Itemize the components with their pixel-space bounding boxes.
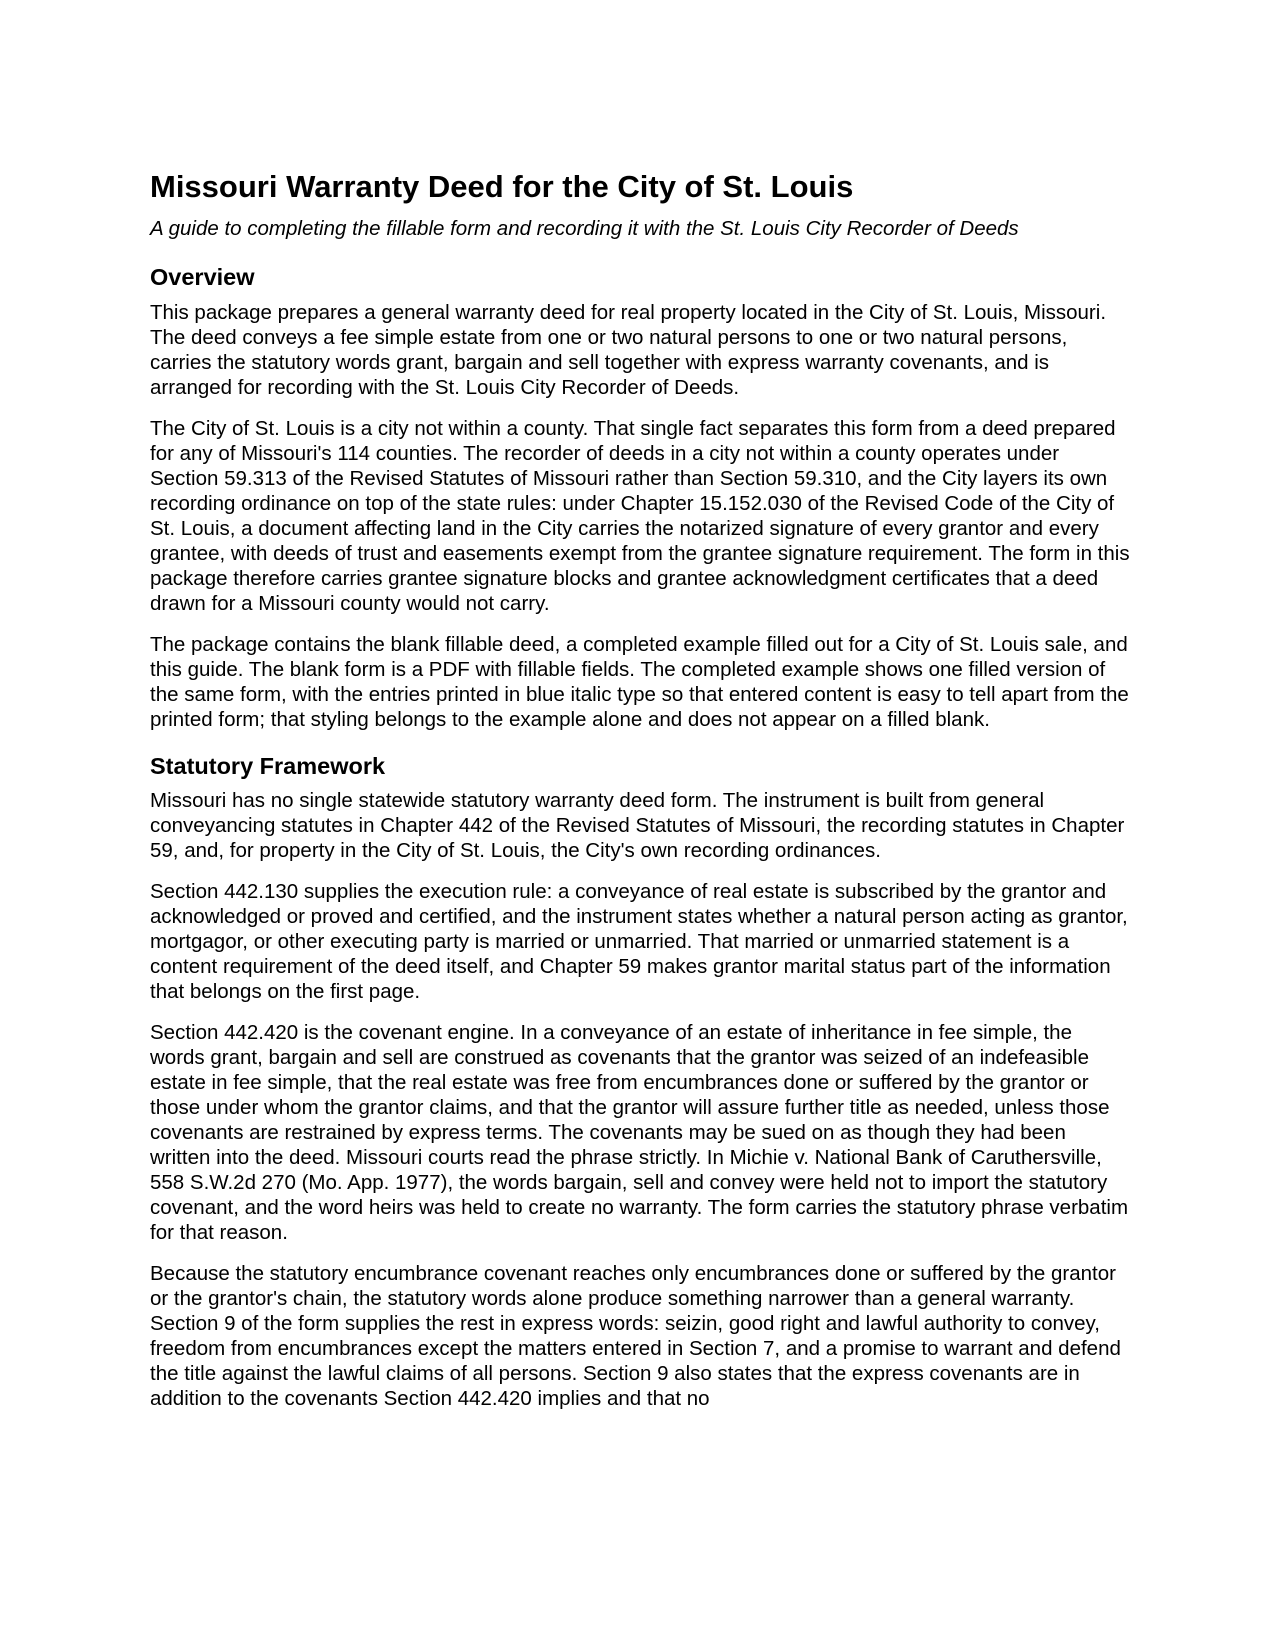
document-title: Missouri Warranty Deed for the City of St. Louis — [150, 169, 854, 204]
paragraph: The package contains the blank fillable deed, a completed example filled out for a City of St. Louis sale, and this guide. The blank form is a PDF with fillable fields. The completed example shows one filled version of the same form, with the entries printed in blue italic type so that entered content is easy to tell apart from the printed form; that styling belongs to the example alone and does not appear on a filled blank. — [150, 632, 1129, 731]
document-subtitle: A guide to completing the fillable form and recording it with the St. Louis City Recorder of Deeds — [150, 216, 1019, 240]
section-statutory-framework — [150, 752, 1130, 1411]
paragraph: Because the statutory encumbrance covenant reaches only encumbrances done or suffered by the grantor or the grantor's chain, the statutory words alone produce something narrower than a general warranty. Section 9 of the form supplies the rest in express words: seizin, good right and lawful authority to convey, freedom from encumbrances except the matters entered in Section 7, and a promise to warrant and defend the title against the lawful claims of all persons. Section 9 also states that the express covenants are in addition to the covenants Section 442.420 implies and that no — [150, 1262, 1121, 1411]
section-overview — [150, 263, 1130, 731]
paragraph: Section 442.130 supplies the execution rule: a conveyance of real estate is subscribed by the grantor and acknowledged or proved and certified, and the instrument states whether a natural person acting as grantor, mortgagor, or other executing party is married or unmarried. That married or unmarried statement is a content requirement of the deed itself, and Chapter 59 makes grantor marital status part of the information that belongs on the first page. — [150, 880, 1128, 1004]
paragraph: Missouri has no single statewide statutory warranty deed form. The instrument is built from general conveyancing statutes in Chapter 442 of the Revised Statutes of Missouri, the recording statutes in Chapter 59, and, for property in the City of St. Louis, the City's own recording ordinances. — [150, 789, 1125, 863]
section-heading: Statutory Framework — [150, 752, 386, 779]
section-heading: Overview — [150, 264, 255, 291]
paragraph: Section 442.420 is the covenant engine. In a conveyance of an estate of inheritance in fee simple, the words grant, bargain and sell are construed as covenants that the grantor was seized of an indefeasible estate in fee simple, that the real estate was free from encumbrances done or suffered by the grantor or those under whom the grantor claims, and that the grantor will assure further title as needed, unless those covenants are restrained by express terms. The covenants may be sued on as though they had been written into the deed. Missouri courts read the phrase strictly. In Michie v. National Bank of Caruthersville, 558 S.W.2d 270 (Mo. App. 1977), the words bargain, sell and convey were held not to import the statutory covenant, and the word heirs was held to create no warranty. The form carries the statutory phrase verbatim for that reason. — [150, 1021, 1129, 1245]
paragraph: This package prepares a general warranty deed for real property located in the City of St. Louis, Missouri. The deed conveys a fee simple estate from one or two natural persons to one or two natural persons, carries the statutory words grant, bargain and sell together with express warranty covenants, and is arranged for recording with the St. Louis City Recorder of Deeds. — [150, 300, 1107, 399]
document-page — [150, 168, 1130, 1427]
paragraph: The City of St. Louis is a city not within a county. That single fact separates this form from a deed prepared for any of Missouri's 114 counties. The recorder of deeds in a city not within a county operates under Section 59.313 of the Revised Statutes of Missouri rather than Section 59.310, and the City layers its own recording ordinance on top of the state rules: under Chapter 15.152.030 of the Revised Code of the City of St. Louis, a document affecting land in the City carries the notarized signature of every grantor and every grantee, with deeds of trust and easements exempt from the grantee signature requirement. The form in this package therefore carries grantee signature blocks and grantee acknowledgment certificates that a deed drawn for a Missouri county would not carry. — [150, 416, 1130, 615]
